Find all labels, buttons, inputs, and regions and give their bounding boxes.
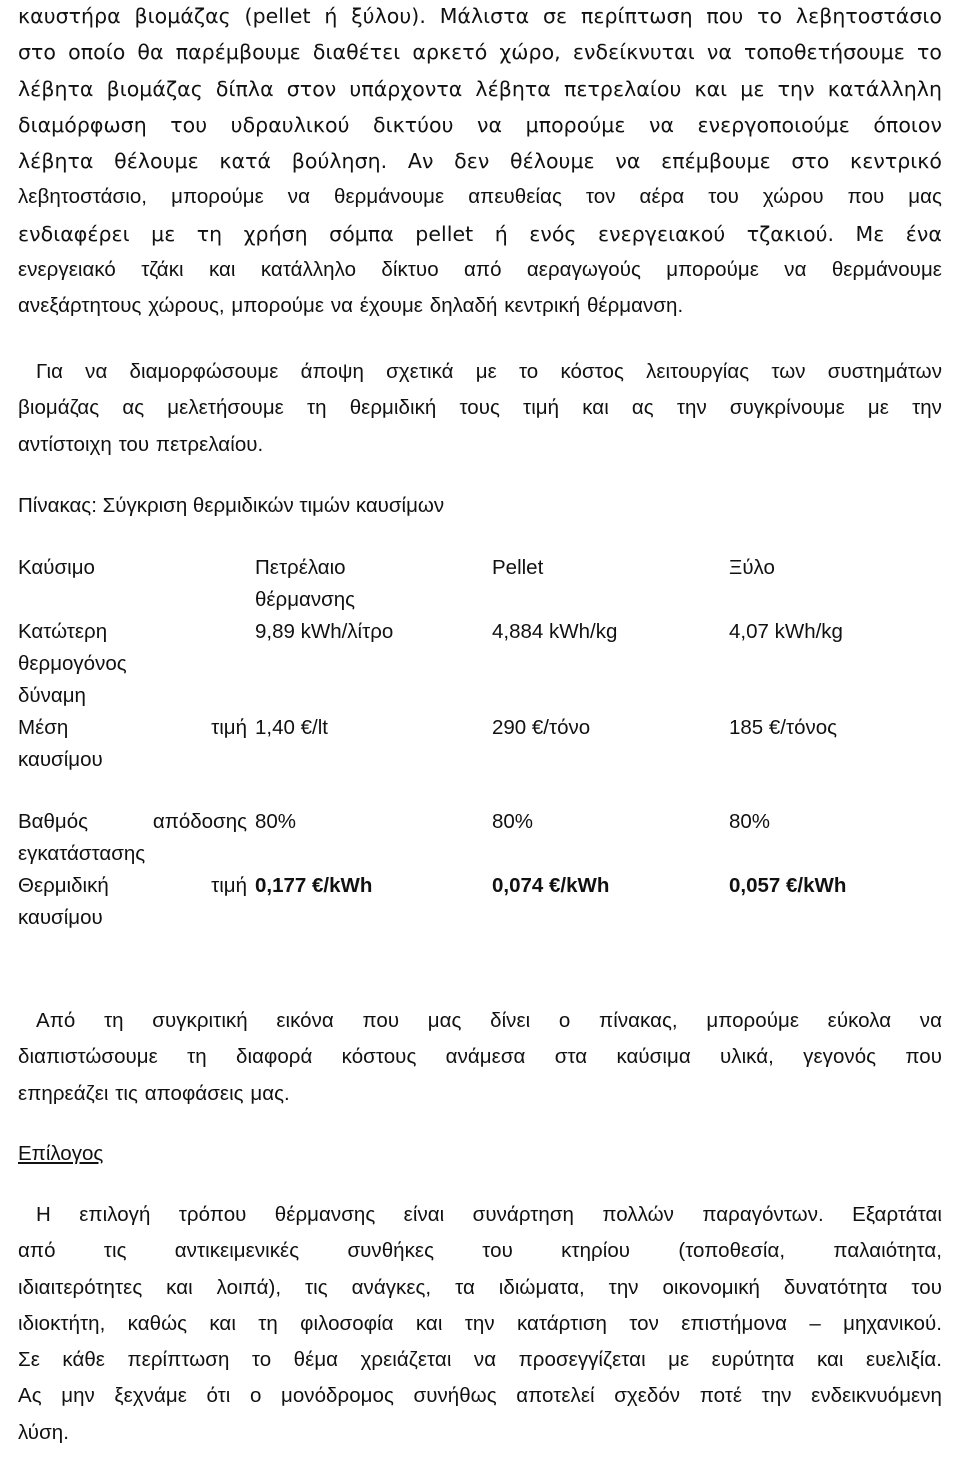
row-oil-value: 1,40 €/lt (255, 716, 328, 739)
epilogue-line: Σε κάθε περίπτωση το θέμα χρειάζεται να προσεγγίζεται με ευρύτητα και ευελιξία. (18, 1348, 942, 1372)
table-caption: Πίνακας: Σύγκριση θερμιδικών τιμών καυσίμων (18, 494, 445, 517)
row-oil-value: 9,89 kWh/λίτρο (255, 620, 394, 643)
comparison-line: Από τη συγκριτική εικόνα που μας δίνει ο πίνακας, μπορούμε εύκολα να (36, 1009, 942, 1032)
intro-line: διαμόρφωση του υδραυλικού δικτύου να μπορούμε να ενεργοποιούμε όποιον (18, 112, 942, 137)
header-pellet-cell (492, 552, 729, 616)
header-oil-cell (255, 552, 492, 616)
epilogue-line: ιδιαιτερότητες και λοιπά), τις ανάγκες, τα ιδιώματα, την οικονομική δυνατότητα του (18, 1275, 942, 1299)
row-label-word: Βαθμός (18, 810, 89, 833)
row-wood-value: 80% (729, 810, 771, 833)
row-label-word: Θερμιδική (18, 874, 109, 897)
row-label-cell (18, 712, 255, 806)
header-wood-cell (729, 552, 942, 616)
comparison-line: διαπιστώσουμε τη διαφορά κόστους ανάμεσα στα καύσιμα υλικά, γεγονός που (18, 1045, 942, 1069)
comparison-line: επηρεάζει τις αποφάσεις μας. (18, 1081, 290, 1105)
row-label-line: θερμογόνος (18, 652, 127, 675)
table-row (18, 712, 942, 806)
epilogue-paragraph (18, 1197, 942, 1451)
row-wood-value: 4,07 kWh/kg (729, 620, 843, 643)
intro-line: λέβητα θέλουμε κατά βούληση. Αν δεν θέλουμε να επέμβουμε στο κεντρικό (18, 149, 942, 174)
row-pellet-value: 4,884 kWh/kg (492, 620, 618, 643)
intro-line: στο οποίο θα παρέμβουμε διαθέτει αρκετό χώρο, ενδείκνυται να τοποθετήσουμε το (18, 40, 942, 65)
epilogue-line: Η επιλογή τρόπου θέρμανσης είναι συνάρτηση πολλών παραγόντων. Εξαρτάται (36, 1203, 942, 1226)
intro-line: λέβητα βιομάζας δίπλα στον υπάρχοντα λέβητα πετρελαίου και με την κατάλληλη (18, 76, 942, 101)
row-pellet-value: 0,074 €/kWh (492, 874, 610, 897)
row-wood-cell (729, 870, 942, 934)
epilogue-line: λύση. (18, 1420, 69, 1444)
row-label-line: εγκατάστασης (18, 842, 146, 865)
row-oil-cell (255, 806, 492, 870)
row-label-cell (18, 806, 255, 870)
header-label: Καύσιμο (18, 556, 95, 579)
intro-line: καυστήρα βιομάζας (pellet ή ξύλου). Μάλιστα σε περίπτωση που το λεβητοστάσιο (18, 4, 942, 28)
row-pellet-cell (492, 870, 729, 934)
row-label-word: τιμή (211, 874, 247, 897)
intro-line: ενδιαφέρει με τη χρήση σόμπα pellet ή ενός ενεργειακού τζακιού. Με ένα (18, 221, 942, 246)
row-wood-cell (729, 712, 942, 806)
epilogue-line: Ας μην ξεχνάμε ότι ο μονόδρομος συνήθως αποτελεί σχεδόν ποτέ την ενδεικνυόμενη (18, 1384, 942, 1408)
row-label-line (18, 806, 255, 838)
cost-paragraph (18, 354, 942, 463)
header-label-cell (18, 552, 255, 616)
row-label-word: Μέση (18, 716, 69, 739)
row-label-line: δύναμη (18, 684, 86, 707)
row-pellet-cell (492, 712, 729, 806)
cost-line: αντίστοιχη του πετρελαίου. (18, 432, 264, 456)
header-oil-line2: θέρμανσης (255, 588, 356, 611)
row-oil-cell (255, 616, 492, 712)
row-label-word: τιμή (211, 716, 247, 739)
row-pellet-value: 290 €/τόνο (492, 716, 591, 739)
epilogue-heading: Επίλογος (18, 1142, 104, 1165)
row-label-cell (18, 616, 255, 712)
row-label-line: Κατώτερη (18, 620, 108, 643)
cost-line: βιομάζας ας μελετήσουμε τη θερμιδική τους τιμή και ας την συγκρίνουμε με την (18, 396, 942, 420)
table-row (18, 806, 942, 870)
row-label-cell (18, 870, 255, 934)
row-pellet-cell (492, 806, 729, 870)
row-wood-cell (729, 806, 942, 870)
epilogue-line: ιδιοκτήτη, καθώς και τη φιλοσοφία και την κατάρτιση τον επιστήμονα – μηχανικού. (18, 1311, 942, 1335)
header-pellet: Pellet (492, 556, 544, 579)
header-oil-line1: Πετρέλαιο (255, 556, 346, 579)
row-label-line: καυσίμου (18, 748, 103, 771)
row-wood-cell (729, 616, 942, 712)
row-oil-value: 80% (255, 810, 297, 833)
intro-line: λεβητοστάσιο, μπορούμε να θερμάνουμε απευθείας τον αέρα του χώρου που μας (18, 185, 942, 209)
row-oil-value: 0,177 €/kWh (255, 874, 373, 897)
header-wood: Ξύλο (729, 556, 775, 579)
intro-line: ενεργειακό τζάκι και κατάλληλο δίκτυο από αεραγωγούς μπορούμε να θερμάνουμε (18, 258, 942, 282)
row-label-line: καυσίμου (18, 906, 103, 929)
table-header-row (18, 552, 942, 616)
row-oil-cell (255, 870, 492, 934)
row-label-word: απόδοσης (152, 810, 247, 833)
intro-line: ανεξάρτητους χώρους, μπορούμε να έχουμε δηλαδή κεντρική θέρμανση. (18, 294, 684, 318)
row-label-line (18, 870, 255, 902)
comparison-paragraph (18, 1003, 942, 1112)
row-pellet-value: 80% (492, 810, 534, 833)
row-pellet-cell (492, 616, 729, 712)
row-oil-cell (255, 712, 492, 806)
fuel-comparison-table (18, 552, 942, 934)
table-row (18, 870, 942, 934)
epilogue-line: από τις αντικειμενικές συνθήκες του κτηρίου (τοποθεσία, παλαιότητα, (18, 1239, 942, 1263)
cost-line: Για να διαμορφώσουμε άποψη σχετικά με το κόστος λειτουργίας των συστημάτων (36, 360, 942, 383)
row-wood-value: 0,057 €/kWh (729, 874, 847, 897)
row-label-line (18, 712, 255, 744)
row-wood-value: 185 €/τόνος (729, 716, 838, 739)
intro-paragraph (18, 0, 942, 325)
table-row (18, 616, 942, 712)
